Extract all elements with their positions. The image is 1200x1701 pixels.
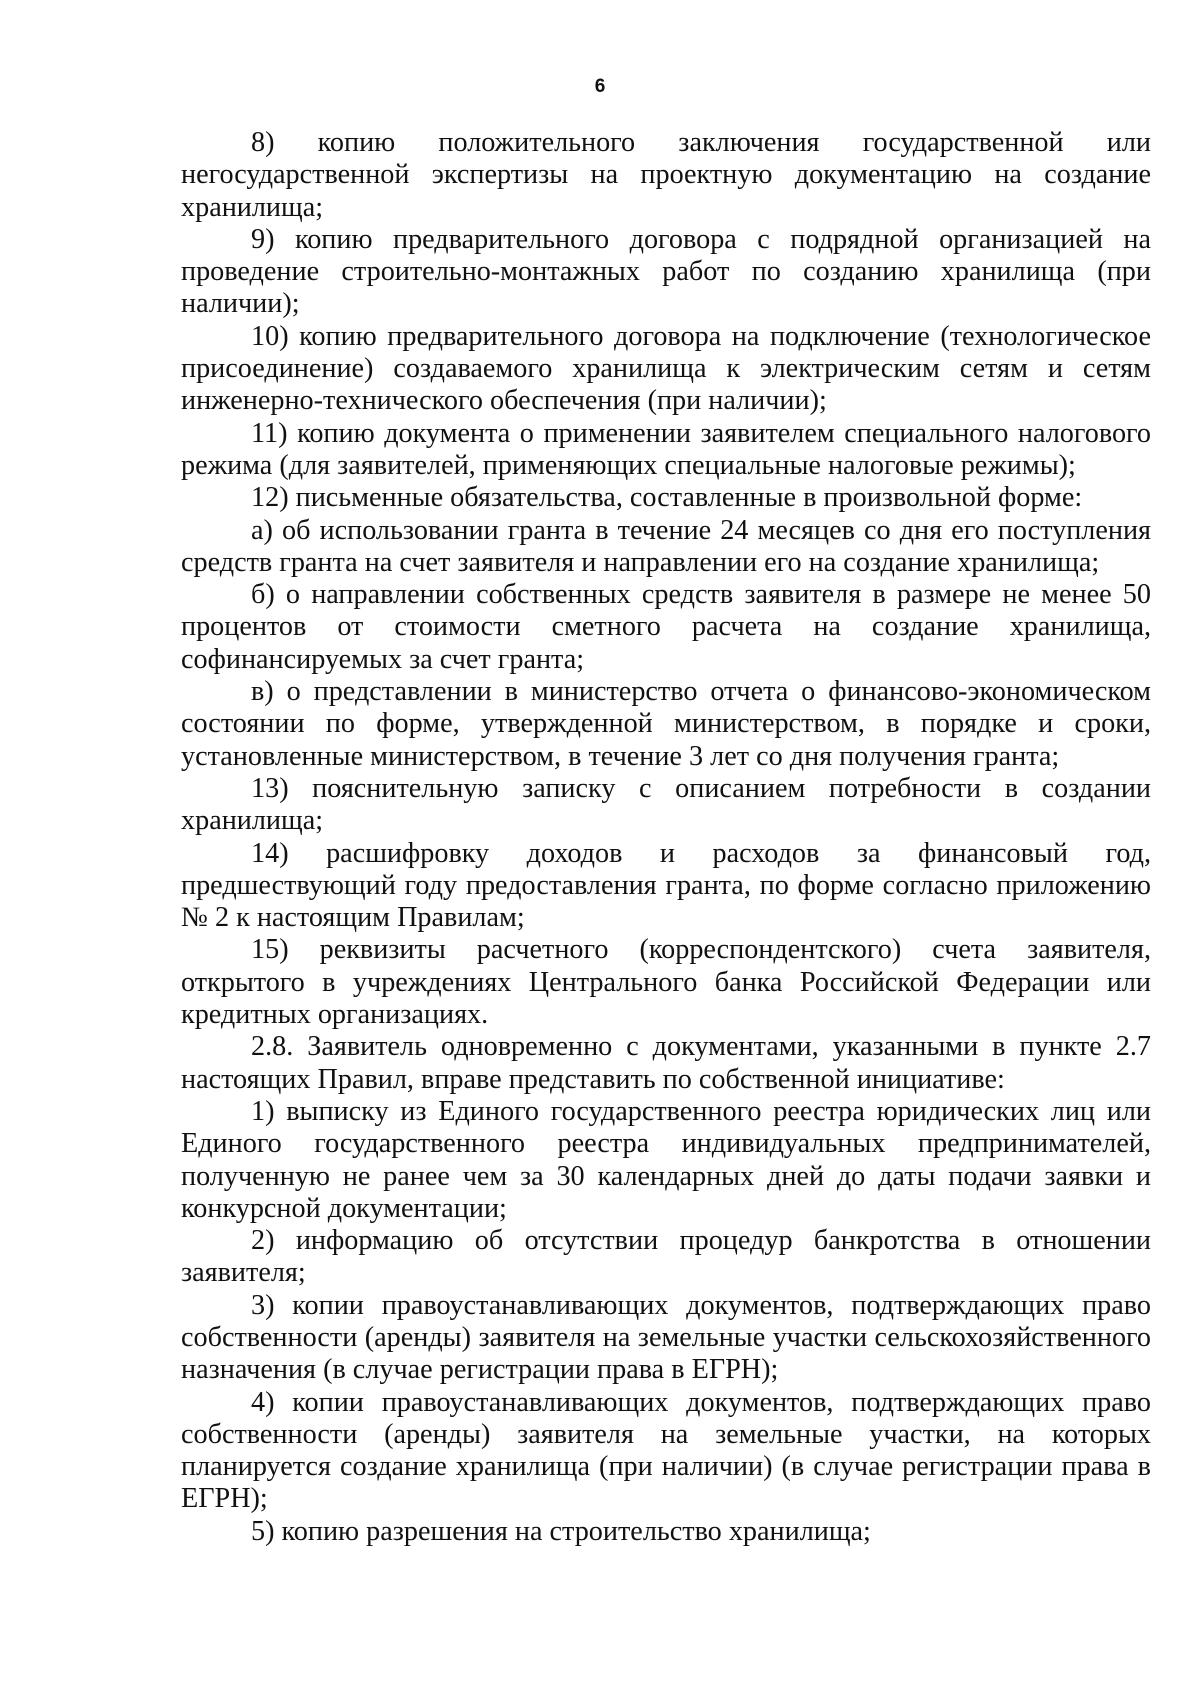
- paragraph-item-9: 9) копию предварительного договора с подрядной организацией на проведение строительно-монтажных работ по созданию хранилища (при наличии);: [181, 223, 1151, 320]
- paragraph-optional-item-4: 4) копии правоустанавливающих документов, подтверждающих право собственности (аренды) заявителя на земельные участки, на которых планируется создание хранилища (при наличии) (в случае регистрации права в ЕГРН);: [181, 1386, 1151, 1515]
- paragraph-item-12: 12) письменные обязательства, составленные в произвольной форме:: [251, 482, 1083, 514]
- paragraph-item-11: 11) копию документа о применении заявителем специального налогового режима (для заявителей, применяющих специальные налоговые режимы);: [181, 417, 1151, 481]
- paragraph-item-14: 14) расшифровку доходов и расходов за финансовый год, предшествующий году предоставления гранта, по форме согласно приложению № 2 к настоящим Правилам;: [181, 837, 1151, 934]
- paragraph-item-8: 8) копию положительного заключения государственной или негосударственной экспертизы на проектную документацию на создание хранилища;: [181, 127, 1151, 223]
- paragraph-item-13: 13) пояснительную записку с описанием потребности в создании хранилища;: [181, 772, 1151, 837]
- paragraph-item-15: 15) реквизиты расчетного (корреспондентского) счета заявителя, открытого в учреждениях Центрального банка Российской Федерации или кредитных организациях.: [181, 934, 1151, 1031]
- paragraph-subitem-b: б) о направлении собственных средств заявителя в размере не менее 50 процентов от стоимости сметного расчета на создание хранилища, софинансируемых за счет гранта;: [181, 579, 1151, 675]
- paragraph-optional-item-3: 3) копии правоустанавливающих документов, подтверждающих право собственности (аренды) заявителя на земельные участки сельскохозяйственного назначения (в случае регистрации права в ЕГРН);: [181, 1289, 1151, 1386]
- paragraph-optional-item-1: 1) выписку из Единого государственного реестра юридических лиц или Единого государственного реестра индивидуальных предпринимателей, полученную не ранее чем за 30 календарных дней до даты подачи заявки и конкурсной документации;: [181, 1095, 1151, 1224]
- paragraph-subitem-a: а) об использовании гранта в течение 24 месяцев со дня его поступления средств гранта на счет заявителя и направлении его на создание хранилища;: [181, 514, 1151, 578]
- paragraph-section-2-8: 2.8. Заявитель одновременно с документами, указанными в пункте 2.7 настоящих Правил, вправе представить по собственной инициативе:: [181, 1031, 1151, 1095]
- document-body: [181, 127, 1151, 1548]
- paragraph-item-10: 10) копию предварительного договора на подключение (технологическое присоединение) создаваемого хранилища к электрическим сетям и сетям инженерно-технического обеспечения (при наличии);: [181, 320, 1151, 417]
- paragraph-optional-item-5: 5) копию разрешения на строительство хранилища;: [251, 1515, 871, 1547]
- paragraph-subitem-v: в) о представлении в министерство отчета о финансово-экономическом состоянии по форме, утвержденной министерством, в порядке и сроки, установленные министерством, в течение 3 лет со дня получения гранта;: [181, 676, 1151, 772]
- paragraph-optional-item-2: 2) информацию об отсутствии процедур банкротства в отношении заявителя;: [181, 1225, 1151, 1289]
- page-number: 6: [594, 76, 606, 97]
